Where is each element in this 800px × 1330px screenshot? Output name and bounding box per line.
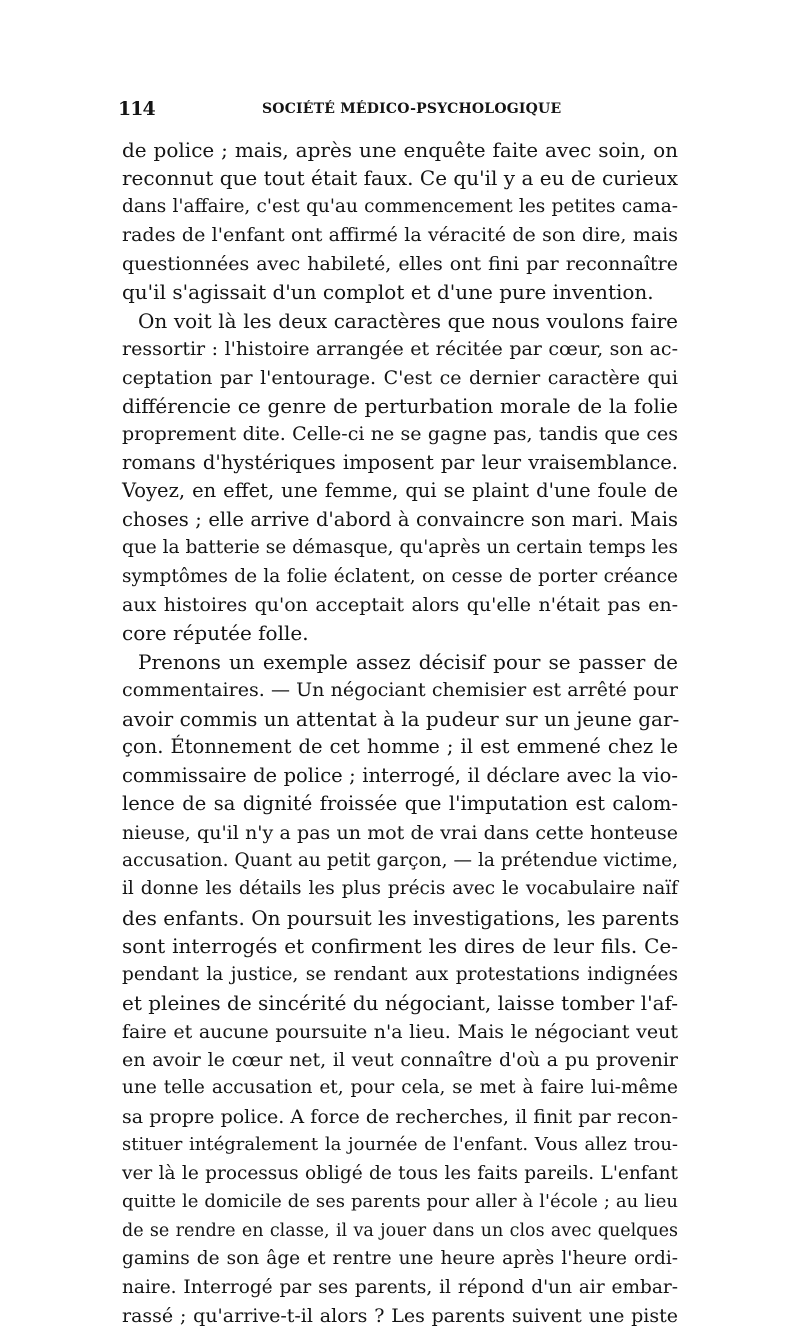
text-line: çon. Étonnement de cet homme ; il est emmené chez le xyxy=(122,735,678,759)
text-line: questionnées avec habileté, elles ont fini par reconnaître xyxy=(122,252,678,275)
text-line: de se rendre en classe, il va jouer dans un clos avec quelques xyxy=(122,1220,678,1241)
text-line: accusation. Quant au petit garçon, — la prétendue victime, xyxy=(122,849,678,871)
text-line: On voit là les deux caractères que nous voulons faire xyxy=(138,308,678,333)
text-line: choses ; elle arrive d'abord à convaincre son mari. Mais xyxy=(122,507,678,531)
text-line: de police ; mais, après une enquête faite avec soin, on xyxy=(122,138,678,162)
text-line: une telle accusation et, pour cela, se met à faire lui-même xyxy=(122,1077,678,1099)
text-line: gamins de son âge et rentre une heure après l'heure ordi- xyxy=(122,1248,678,1270)
text-line: différencie ce genre de perturbation morale de la folie xyxy=(122,393,678,418)
text-line: aux histoires qu'on acceptait alors qu'elle n'était pas en- xyxy=(122,594,678,616)
text-line: commissaire de police ; interrogé, il déclare avec la vio- xyxy=(122,763,678,787)
text-line: faire et aucune poursuite n'a lieu. Mais le négociant veut xyxy=(122,1020,678,1043)
text-line: avoir commis un attentat à la pudeur sur un jeune gar- xyxy=(122,706,680,731)
text-line: et pleines de sincérité du négociant, laisse tomber l'af- xyxy=(122,991,678,1016)
text-line: romans d'hystériques imposent par leur vraisemblance. xyxy=(122,450,678,474)
text-line: rassé ; qu'arrive-t-il alors ? Les parents suivent une piste xyxy=(122,1304,678,1327)
text-line: Prenons un exemple assez décisif pour se passer de xyxy=(138,649,678,674)
text-line: rades de l'enfant ont affirmé la véracité de son dire, mais xyxy=(122,224,678,247)
text-line: pendant la justice, se rendant aux protestations indignées xyxy=(122,963,678,985)
page-header xyxy=(118,98,678,128)
text-line: Voyez, en effet, une femme, qui se plaint d'une foule de xyxy=(122,479,678,503)
text-line: sa propre police. A force de recherches, il finit par recon- xyxy=(122,1105,678,1128)
text-line: quitte le domicile de ses parents pour aller à l'école ; au lieu xyxy=(122,1191,678,1213)
text-line: ceptation par l'entourage. C'est ce dernier caractère qui xyxy=(122,366,678,389)
text-line: proprement dite. Celle-ci ne se gagne pas, tandis que ces xyxy=(122,423,678,446)
text-line: stituer intégralement la journée de l'enfant. Vous allez trou- xyxy=(122,1134,678,1156)
text-line: nieuse, qu'il n'y a pas un mot de vrai dans cette honteuse xyxy=(122,821,678,844)
text-line: que la batterie se démasque, qu'après un certain temps les xyxy=(122,537,678,559)
text-line: en avoir le cœur net, il veut connaître d'où a pu provenir xyxy=(122,1049,678,1071)
running-title: SOCIÉTÉ MÉDICO-PSYCHOLOGIQUE xyxy=(262,101,562,117)
text-line: il donne les détails les plus précis avec le vocabulaire naïf xyxy=(122,878,678,900)
body-text xyxy=(122,136,678,1330)
text-line: ressortir : l'histoire arrangée et récitée par cœur, son ac- xyxy=(122,338,678,361)
text-line: qu'il s'agissait d'un complot et d'une pure invention. xyxy=(122,280,654,305)
text-line: lence de sa dignité froissée que l'imputation est calom- xyxy=(122,792,678,816)
page-number: 114 xyxy=(118,98,155,120)
text-line: des enfants. On poursuit les investigations, les parents xyxy=(122,905,680,930)
text-line: reconnut que tout était faux. Ce qu'il y a eu de curieux xyxy=(122,166,678,191)
text-line: sont interrogés et confirment les dires de leur fils. Ce- xyxy=(122,934,678,959)
text-line: ver là le processus obligé de tous les faits pareils. L'enfant xyxy=(122,1162,678,1184)
text-line: core réputée folle. xyxy=(122,621,309,646)
text-line: commentaires. — Un négociant chemisier est arrêté pour xyxy=(122,679,678,702)
text-line: naire. Interrogé par ses parents, il répond d'un air embar- xyxy=(122,1276,678,1298)
text-line: dans l'affaire, c'est qu'au commencement les petites cama- xyxy=(122,195,678,217)
text-line: symptômes de la folie éclatent, on cesse de porter créance xyxy=(122,565,678,587)
